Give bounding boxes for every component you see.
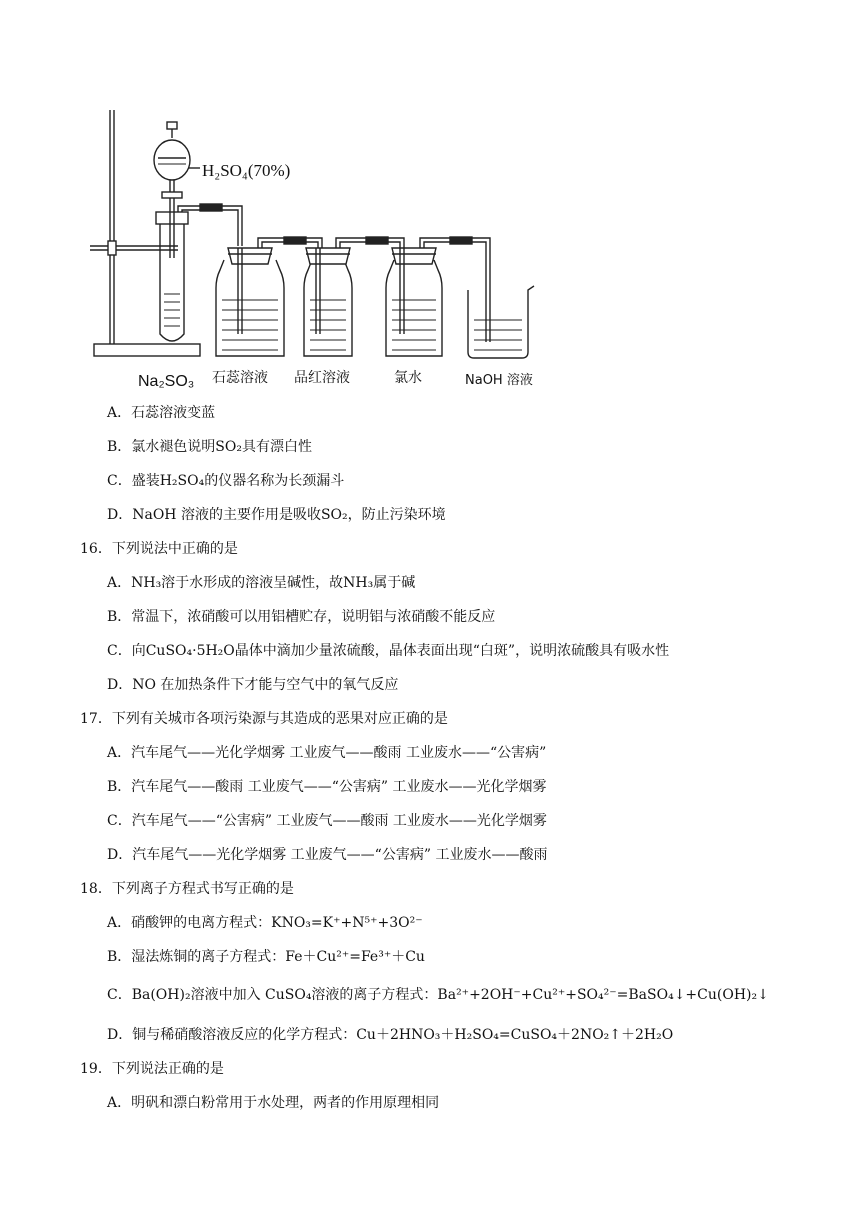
salt-label: Na₂SO₃ (138, 373, 195, 390)
q18-option-b: B．湿法炼铜的离子方程式：Fe＋Cu²⁺=Fe³⁺＋Cu (107, 949, 425, 965)
q19-stem: 19．下列说法正确的是 (80, 1061, 224, 1077)
q17-option-d: D．汽车尾气——光化学烟雾 工业废气——“公害病” 工业废水——酸雨 (107, 847, 548, 863)
bottle3-label: 氯水 (394, 370, 422, 386)
beaker-label: NaOH 溶液 (465, 373, 533, 388)
q16-option-c: C．向CuSO₄·5H₂O晶体中滴加少量浓硫酸，晶体表面出现“白斑”，说明浓硫酸具有吸水性 (107, 643, 670, 659)
bottle2-label: 品红溶液 (294, 370, 350, 386)
q17-stem: 17．下列有关城市各项污染源与其造成的恶果对应正确的是 (80, 711, 448, 727)
q17-option-c: C．汽车尾气——“公害病” 工业废气——酸雨 工业废水——光化学烟雾 (107, 813, 547, 829)
q17-option-b: B．汽车尾气——酸雨 工业废气——“公害病” 工业废水——光化学烟雾 (107, 779, 547, 795)
q15-option-a: A．石蕊溶液变蓝 (107, 405, 216, 421)
q18-option-c: C．Ba(OH)₂溶液中加入 CuSO₄溶液的离子方程式：Ba²⁺+2OH⁻+Cu²⁺+SO₄²⁻=BaSO₄↓+Cu(OH)₂↓ (107, 987, 769, 1003)
q16-option-a: A．NH₃溶于水形成的溶液呈碱性，故NH₃属于碱 (107, 575, 416, 591)
q15-option-b: B．氯水褪色说明SO₂具有漂白性 (107, 439, 312, 455)
q18-option-a: A．硝酸钾的电离方程式：KNO₃=K⁺+N⁵⁺+3O²⁻ (107, 915, 423, 931)
q18-option-d: D．铜与稀硝酸溶液反应的化学方程式：Cu＋2HNO₃＋H₂SO₄=CuSO₄＋2NO₂↑＋2H₂O (107, 1027, 674, 1043)
q15-option-d: D．NaOH 溶液的主要作用是吸收SO₂，防止污染环境 (107, 507, 446, 523)
bottle1-label: 石蕊溶液 (212, 370, 268, 386)
q19-option-a: A．明矾和漂白粉常用于水处理，两者的作用原理相同 (107, 1095, 440, 1111)
q17-option-a: A．汽车尾气——光化学烟雾 工业废气——酸雨 工业废水——“公害病” (107, 745, 547, 761)
q15-option-c: C．盛装H₂SO₄的仪器名称为长颈漏斗 (107, 473, 345, 489)
q16-option-d: D．NO 在加热条件下才能与空气中的氧气反应 (107, 677, 399, 693)
q16-option-b: B．常温下，浓硝酸可以用铝槽贮存，说明铝与浓硝酸不能反应 (107, 609, 496, 625)
q16-stem: 16．下列说法中正确的是 (80, 541, 238, 557)
acid-label: H₂SO₄(70%) (202, 161, 291, 180)
q18-stem: 18．下列离子方程式书写正确的是 (80, 881, 294, 897)
apparatus-diagram (88, 98, 548, 400)
